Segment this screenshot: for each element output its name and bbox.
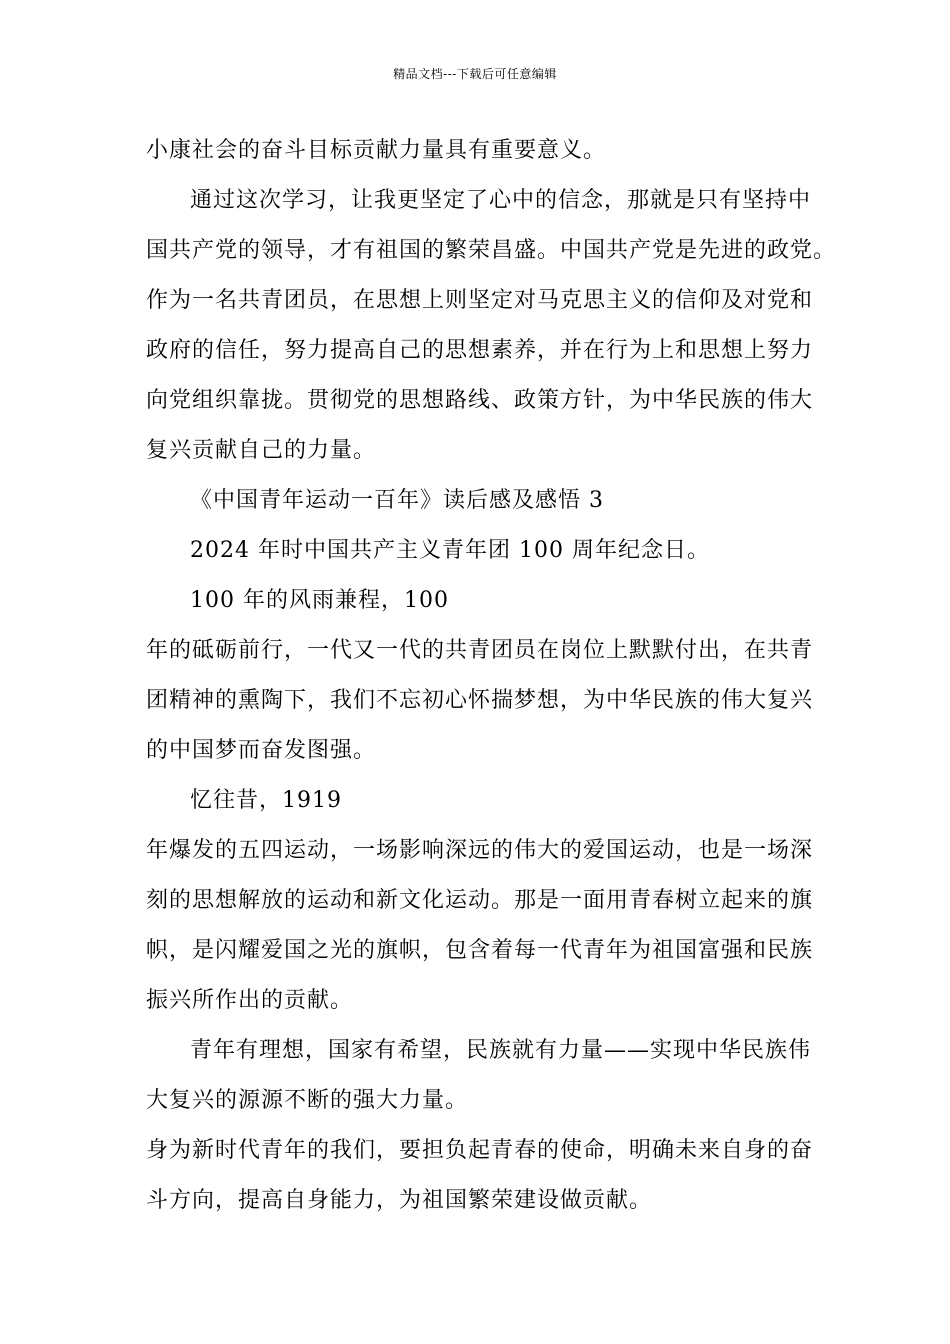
text-line: 政府的信任，努力提高自己的思想素养，并在行为上和思想上努力 xyxy=(146,338,814,363)
text-line: 青年有理想，国家有希望，民族就有力量——实现中华民族伟 xyxy=(190,1038,812,1063)
text-line: 国共产党的领导，才有祖国的繁荣昌盛。中国共产党是先进的政党。 xyxy=(146,238,837,263)
text-line: 的中国梦而奋发图强。 xyxy=(146,738,377,763)
text-line: 刻的思想解放的运动和新文化运动。那是一面用青春树立起来的旗 xyxy=(146,888,814,913)
text-line: 通过这次学习，让我更坚定了心中的信念，那就是只有坚持中 xyxy=(190,188,812,213)
text-line: 大复兴的源源不断的强大力量。 xyxy=(146,1088,469,1113)
page-header: 精品文档---下载后可任意编辑 xyxy=(393,67,557,81)
text-line: 振兴所作出的贡献。 xyxy=(146,988,354,1013)
text-line: 向党组织靠拢。贯彻党的思想路线、政策方针，为中华民族的伟大 xyxy=(146,388,814,413)
text-line: 忆往昔，1919 xyxy=(190,788,342,813)
text-line: 小康社会的奋斗目标贡献力量具有重要意义。 xyxy=(146,138,607,163)
text-line: 帜，是闪耀爱国之光的旗帜，包含着每一代青年为祖国富强和民族 xyxy=(146,938,814,963)
text-line: 年的砥砺前行，一代又一代的共青团员在岗位上默默付出，在共青 xyxy=(146,638,814,663)
text-line: 复兴贡献自己的力量。 xyxy=(146,438,377,463)
text-line: 身为新时代青年的我们，要担负起青春的使命，明确未来自身的奋 xyxy=(146,1138,814,1163)
text-line: 100 年的风雨兼程，100 xyxy=(190,588,449,613)
section-title: 《中国青年运动一百年》读后感及感悟 3 xyxy=(190,488,604,513)
text-line: 团精神的熏陶下，我们不忘初心怀揣梦想，为中华民族的伟大复兴 xyxy=(146,688,814,713)
text-line: 斗方向，提高自身能力，为祖国繁荣建设做贡献。 xyxy=(146,1188,653,1213)
text-line: 年爆发的五四运动，一场影响深远的伟大的爱国运动，也是一场深 xyxy=(146,838,814,863)
text-line: 2024 年时中国共产主义青年团 100 周年纪念日。 xyxy=(190,538,710,563)
text-line: 作为一名共青团员，在思想上则坚定对马克思主义的信仰及对党和 xyxy=(146,288,814,313)
